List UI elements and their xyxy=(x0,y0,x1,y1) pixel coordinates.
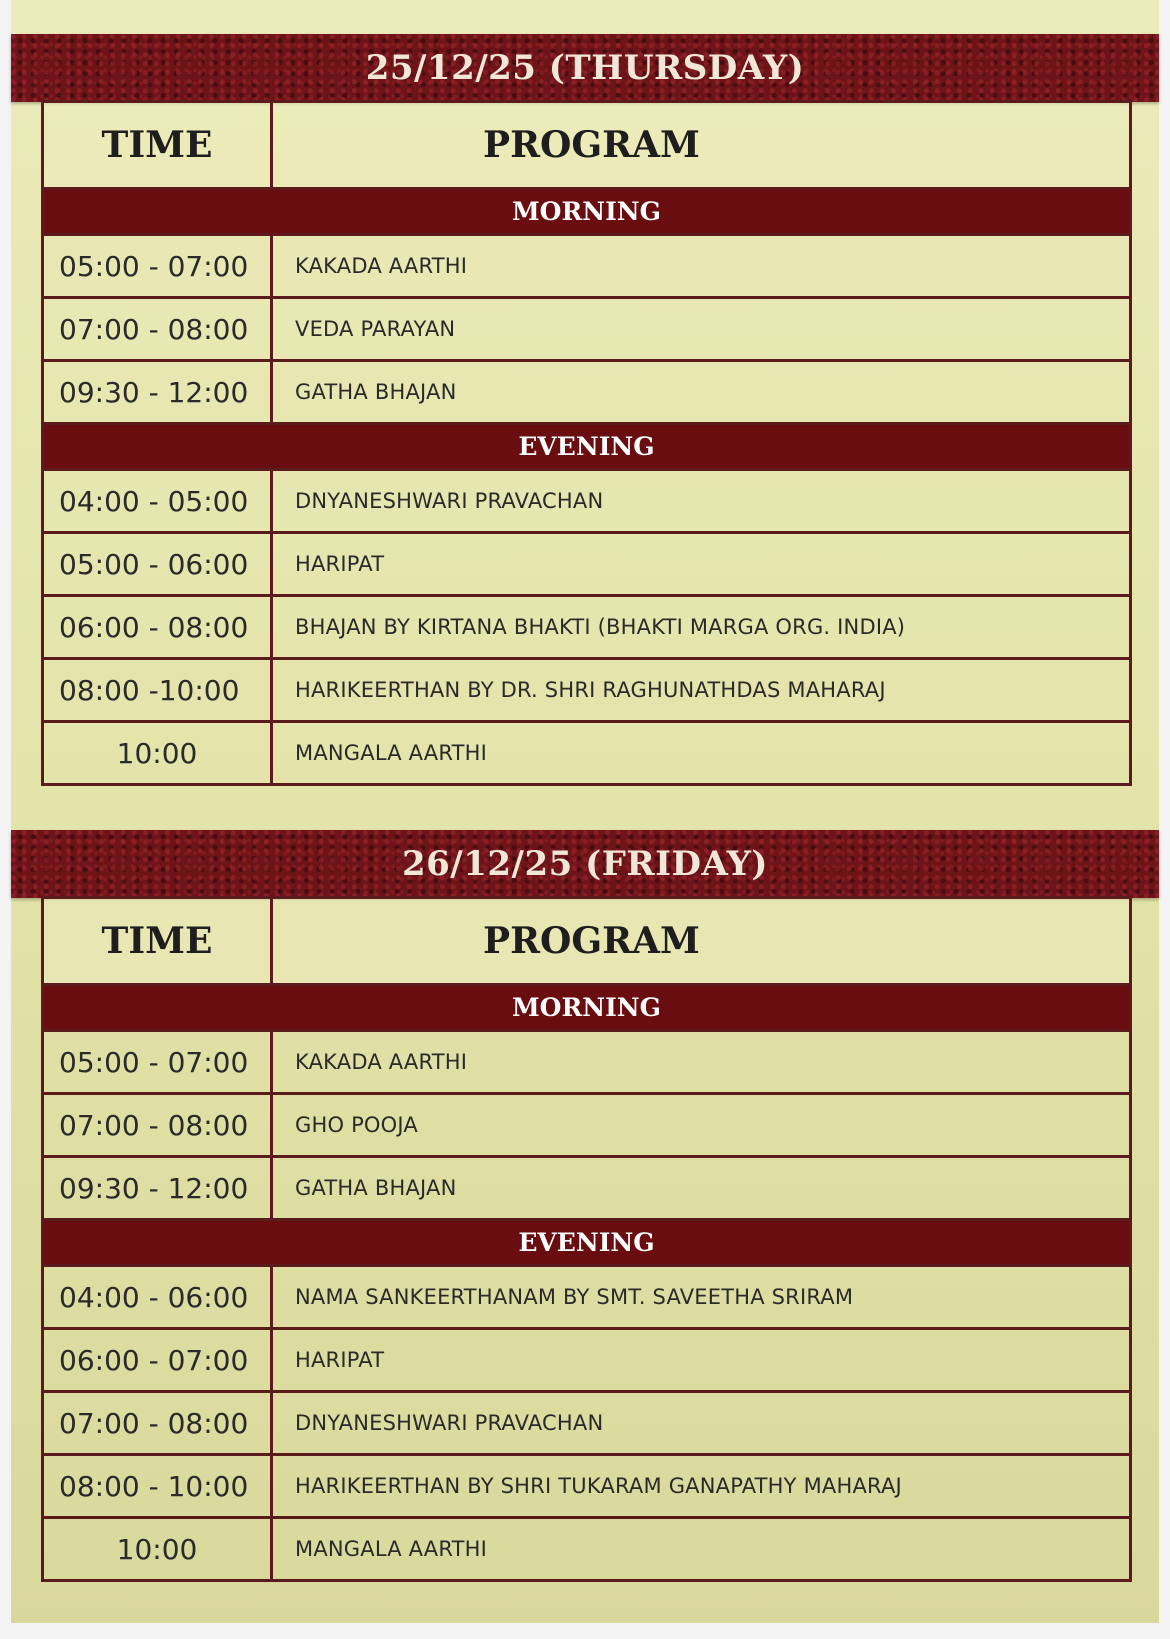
program-cell: HARIKEERTHAN BY DR. SHRI RAGHUNATHDAS MAHARAJ xyxy=(272,659,1131,722)
time-cell: 07:00 - 08:00 xyxy=(43,298,272,361)
time-cell: 09:30 - 12:00 xyxy=(43,1157,272,1220)
page-margin-left xyxy=(0,0,11,1639)
program-cell: KAKADA AARTHI xyxy=(272,235,1131,298)
table-row xyxy=(43,235,1131,298)
page-margin-bottom xyxy=(0,1623,1170,1639)
period-row xyxy=(43,985,1131,1031)
day-title: 25/12/25 (THURSDAY) xyxy=(365,48,805,88)
time-cell: 08:00 -10:00 xyxy=(43,659,272,722)
program-cell: HARIPAT xyxy=(272,533,1131,596)
page-margin-right xyxy=(1159,0,1170,1639)
table-row xyxy=(43,1518,1131,1581)
program-cell: GATHA BHAJAN xyxy=(272,1157,1131,1220)
program-column-header: PROGRAM xyxy=(272,102,1131,189)
time-cell: 07:00 - 08:00 xyxy=(43,1094,272,1157)
program-cell: HARIKEERTHAN BY SHRI TUKARAM GANAPATHY MAHARAJ xyxy=(272,1455,1131,1518)
table-row xyxy=(43,361,1131,424)
time-cell: 06:00 - 08:00 xyxy=(43,596,272,659)
table-row xyxy=(43,1157,1131,1220)
program-cell: DNYANESHWARI PRAVACHAN xyxy=(272,470,1131,533)
program-cell: MANGALA AARTHI xyxy=(272,722,1131,785)
table-row xyxy=(43,1392,1131,1455)
time-cell: 04:00 - 06:00 xyxy=(43,1266,272,1329)
program-cell: MANGALA AARTHI xyxy=(272,1518,1131,1581)
program-cell: BHAJAN BY KIRTANA BHAKTI (BHAKTI MARGA ORG. INDIA) xyxy=(272,596,1131,659)
period-row xyxy=(43,424,1131,470)
period-row xyxy=(43,1220,1131,1266)
table-row xyxy=(43,596,1131,659)
time-cell: 09:30 - 12:00 xyxy=(43,361,272,424)
time-cell: 05:00 - 07:00 xyxy=(43,235,272,298)
day-banner xyxy=(11,830,1159,898)
period-label: EVENING xyxy=(43,424,1131,470)
day-banner xyxy=(11,34,1159,102)
time-column-header: TIME xyxy=(43,898,272,985)
table-row xyxy=(43,470,1131,533)
table-row xyxy=(43,722,1131,785)
schedule-table xyxy=(41,100,1132,786)
time-cell: 05:00 - 06:00 xyxy=(43,533,272,596)
program-column-header: PROGRAM xyxy=(272,898,1131,985)
time-cell: 04:00 - 05:00 xyxy=(43,470,272,533)
schedule-table xyxy=(41,896,1132,1582)
program-cell: GHO POOJA xyxy=(272,1094,1131,1157)
time-cell: 08:00 - 10:00 xyxy=(43,1455,272,1518)
table-header-row xyxy=(43,898,1131,985)
program-cell: HARIPAT xyxy=(272,1329,1131,1392)
table-row xyxy=(43,533,1131,596)
table-row xyxy=(43,1329,1131,1392)
program-cell: GATHA BHAJAN xyxy=(272,361,1131,424)
table-row xyxy=(43,298,1131,361)
period-label: MORNING xyxy=(43,985,1131,1031)
program-cell: DNYANESHWARI PRAVACHAN xyxy=(272,1392,1131,1455)
period-row xyxy=(43,189,1131,235)
table-header-row xyxy=(43,102,1131,189)
period-label: MORNING xyxy=(43,189,1131,235)
time-cell: 10:00 xyxy=(43,1518,272,1581)
table-row xyxy=(43,1031,1131,1094)
table-row xyxy=(43,1455,1131,1518)
time-column-header: TIME xyxy=(43,102,272,189)
time-cell: 05:00 - 07:00 xyxy=(43,1031,272,1094)
time-cell: 07:00 - 08:00 xyxy=(43,1392,272,1455)
table-row xyxy=(43,1266,1131,1329)
period-label: EVENING xyxy=(43,1220,1131,1266)
time-cell: 06:00 - 07:00 xyxy=(43,1329,272,1392)
table-row xyxy=(43,1094,1131,1157)
time-cell: 10:00 xyxy=(43,722,272,785)
program-cell: VEDA PARAYAN xyxy=(272,298,1131,361)
day-title: 26/12/25 (FRIDAY) xyxy=(401,844,769,884)
program-cell: NAMA SANKEERTHANAM BY SMT. SAVEETHA SRIRAM xyxy=(272,1266,1131,1329)
program-cell: KAKADA AARTHI xyxy=(272,1031,1131,1094)
table-row xyxy=(43,659,1131,722)
